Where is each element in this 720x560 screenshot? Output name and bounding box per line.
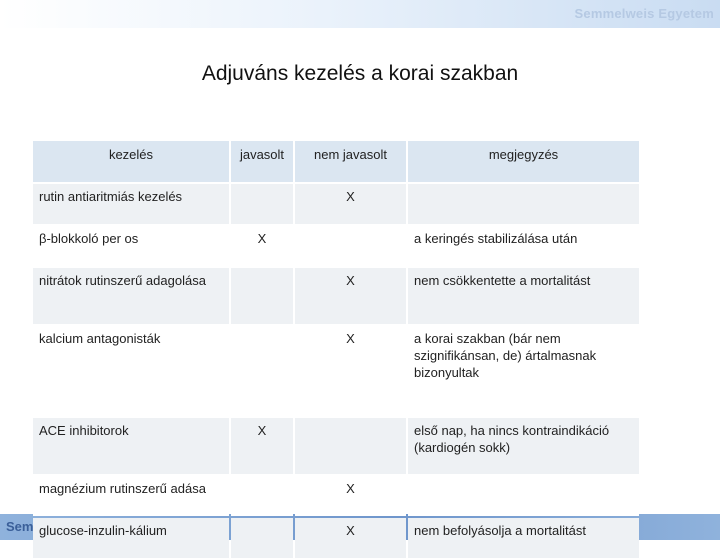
table-header-row bbox=[33, 141, 639, 182]
cell-recommended: X bbox=[231, 418, 293, 474]
cell-treatment: rutin antiaritmiás kezelés bbox=[33, 184, 229, 224]
cell-note: a korai szakban (bár nem szignifikánsan, de) ártalmasnak bizonyultak bbox=[408, 326, 639, 416]
cell-note bbox=[408, 184, 639, 224]
table-row bbox=[33, 184, 639, 224]
table-row bbox=[33, 476, 639, 516]
cell-not-recommended: X bbox=[295, 518, 406, 558]
cell-treatment: ACE inhibitorok bbox=[33, 418, 229, 474]
cell-note: első nap, ha nincs kontraindikáció (kardiogén sokk) bbox=[408, 418, 639, 474]
cell-recommended bbox=[231, 184, 293, 224]
cell-treatment: kalcium antagonisták bbox=[33, 326, 229, 416]
table-row bbox=[33, 226, 639, 266]
cell-not-recommended: X bbox=[295, 326, 406, 416]
cell-treatment: β-blokkoló per os bbox=[33, 226, 229, 266]
table-row bbox=[33, 518, 639, 558]
cell-not-recommended bbox=[295, 418, 406, 474]
cell-treatment: nitrátok rutinszerű adagolása bbox=[33, 268, 229, 324]
table-row bbox=[33, 268, 639, 324]
cell-recommended: X bbox=[231, 226, 293, 266]
cell-note bbox=[408, 476, 639, 516]
cell-treatment: glucose-inzulin-kálium bbox=[33, 518, 229, 558]
cell-note: a keringés stabilizálása után bbox=[408, 226, 639, 266]
university-name-bottom: Sem bbox=[6, 519, 34, 534]
cell-not-recommended bbox=[295, 226, 406, 266]
header-note: megjegyzés bbox=[408, 141, 639, 182]
header-treatment: kezelés bbox=[33, 141, 229, 182]
cell-recommended bbox=[231, 268, 293, 324]
cell-recommended bbox=[231, 326, 293, 416]
cell-treatment: magnézium rutinszerű adása bbox=[33, 476, 229, 516]
cell-note: nem csökkentette a mortalitást bbox=[408, 268, 639, 324]
header-not-recommended: nem javasolt bbox=[295, 141, 406, 182]
cell-note: nem befolyásolja a mortalitást bbox=[408, 518, 639, 558]
cell-recommended bbox=[231, 518, 293, 558]
cell-recommended bbox=[231, 476, 293, 516]
cell-not-recommended: X bbox=[295, 476, 406, 516]
treatment-table bbox=[31, 139, 641, 560]
slide-title: Adjuváns kezelés a korai szakban bbox=[201, 62, 519, 85]
header-recommended: javasolt bbox=[231, 141, 293, 182]
table-row bbox=[33, 326, 639, 416]
cell-not-recommended: X bbox=[295, 184, 406, 224]
table-row bbox=[33, 418, 639, 474]
university-name-top: Semmelweis Egyetem bbox=[574, 6, 714, 21]
cell-not-recommended: X bbox=[295, 268, 406, 324]
